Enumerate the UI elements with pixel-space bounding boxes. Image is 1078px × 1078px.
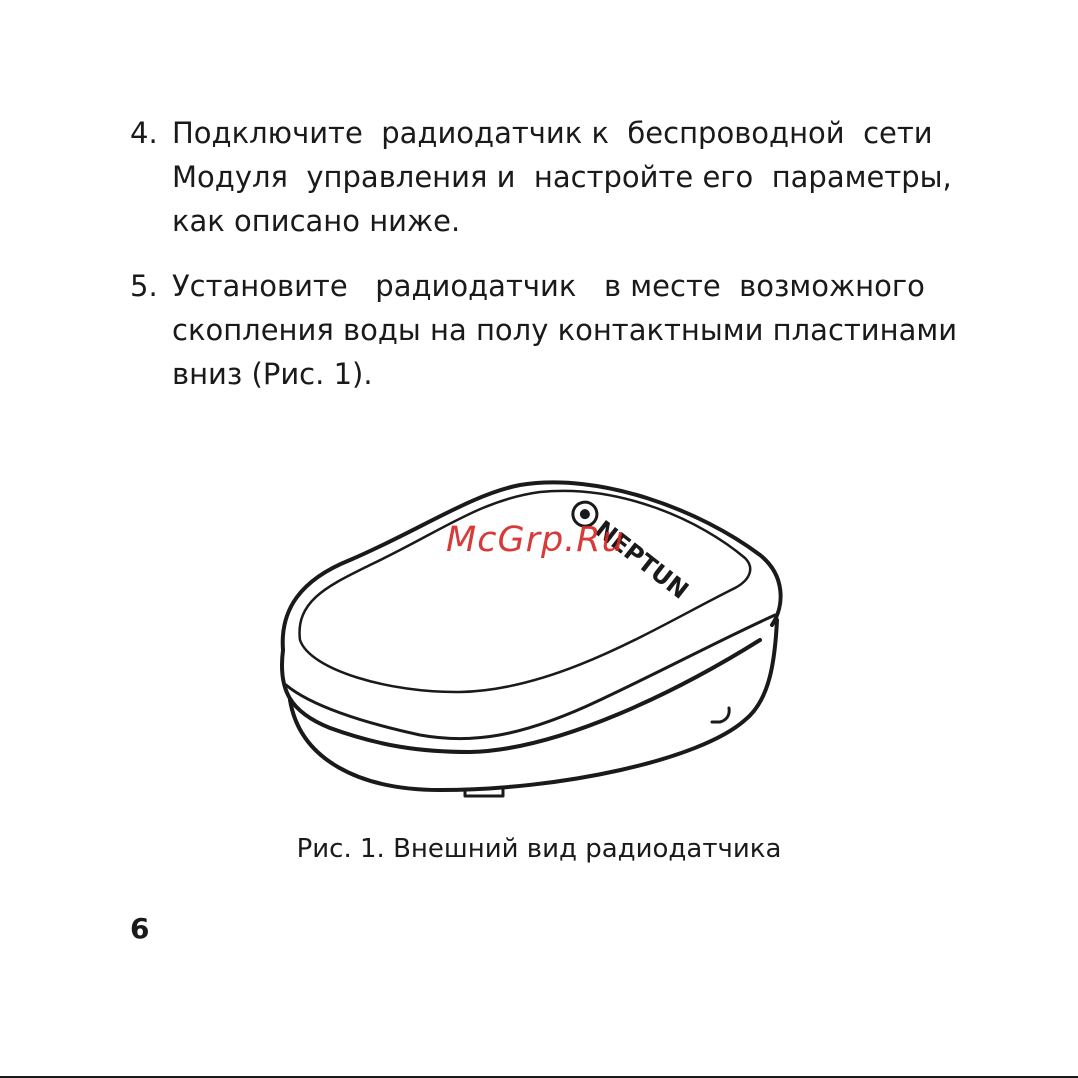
list-text-line: Модуля управления и настройте его параметры, bbox=[172, 160, 952, 194]
list-item-4 bbox=[130, 111, 952, 243]
list-text-line: как описано ниже. bbox=[172, 204, 461, 238]
list-number: 5. bbox=[130, 269, 158, 303]
list-text-line: Подключите радиодатчик к беспроводной сети bbox=[172, 116, 933, 150]
watermark: McGrp.Ru bbox=[446, 520, 625, 560]
list-text-line: Установите радиодатчик в месте возможного bbox=[172, 269, 925, 303]
list-text-line: скопления воды на полу контактными пластинами bbox=[172, 313, 958, 347]
list-number: 4. bbox=[130, 116, 158, 150]
sensor-illustration bbox=[240, 460, 820, 820]
list-text-line: вниз (Рис. 1). bbox=[172, 357, 373, 391]
logo-text: NEPTUN bbox=[589, 514, 694, 605]
figure-caption: Рис. 1. Внешний вид радиодатчика bbox=[296, 834, 782, 864]
list-item-5 bbox=[130, 264, 957, 396]
page-number: 6 bbox=[130, 912, 150, 945]
